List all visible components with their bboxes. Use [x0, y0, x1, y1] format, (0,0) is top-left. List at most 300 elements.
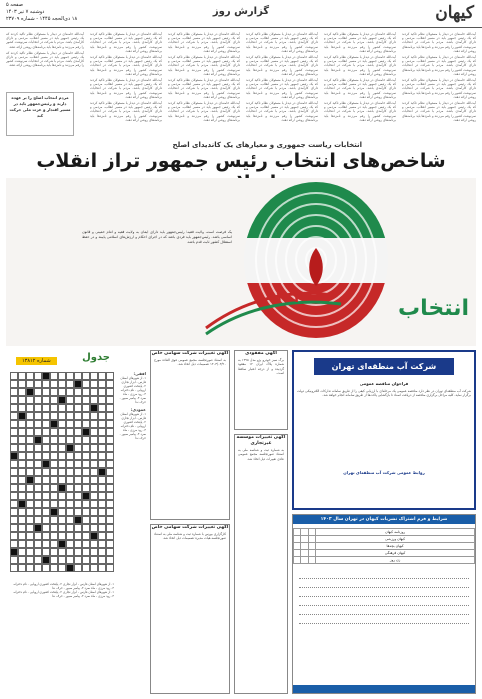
subscription-form	[292, 514, 476, 694]
crossword-cell	[26, 524, 34, 532]
crossword-cell	[26, 428, 34, 436]
crossword-cell	[34, 532, 42, 540]
crossword-cell	[106, 396, 114, 404]
crossword-cell	[58, 420, 66, 428]
crossword-cell	[50, 492, 58, 500]
crossword-cell	[18, 548, 26, 556]
crossword-cell	[98, 476, 106, 484]
crossword-cell	[58, 372, 66, 380]
crossword-cell	[66, 380, 74, 388]
crossword-cell	[10, 532, 18, 540]
table-row: روزنامه کیهان	[294, 529, 475, 536]
crossword-cell	[10, 564, 18, 572]
crossword-cell	[106, 468, 114, 476]
crossword-cell	[90, 412, 98, 420]
crossword-cell	[34, 516, 42, 524]
crossword-cell	[18, 556, 26, 564]
crossword-cell	[58, 556, 66, 564]
crossword-cell	[10, 380, 18, 388]
crossword-cell	[106, 556, 114, 564]
crossword-cell	[66, 372, 74, 380]
crossword-cell	[50, 452, 58, 460]
crossword-cell	[66, 500, 74, 508]
water-company-ad	[292, 350, 476, 510]
text-column-5: آیت‌الله خامنه‌ای در دیدار با مسئولان نظام تاکید کردند که یک رئیس جمهور باید در مسیر انقلاب، مردمی و دارای کارآمدی باشد. مردم با شرکت در انتخابات سرنوشت کشور را رقم می‌زنند و نامزدها باید برنامه‌های روشن ارائه دهند. آیت‌الله خامنه‌ای در دیدار با مسئولان نظام تاکید کردند که یک رئیس جمهور باید در مسیر انقلاب، مردمی و دارای کارآمدی باشد. مردم با شرکت در انتخابات سرنوشت کشور را رقم می‌زنند و نامزدها باید برنامه‌های روشن ارائه دهند. آیت‌الله خامنه‌ای در دیدار با مسئولان نظام تاکید کردند که یک رئیس جمهور باید در مسیر انقلاب، مردمی و دارای کارآمدی باشد. مردم با شرکت در انتخابات سرنوشت کشور را رقم می‌زنند و نامزدها باید برنامه‌های روشن ارائه دهند. آیت‌الله خامنه‌ای در دیدار با مسئولان نظام تاکید کردند که یک رئیس جمهور باید در مسیر انقلاب، مردمی و دارای کارآمدی باشد. مردم با شرکت در انتخابات سرنوشت کشور را رقم می‌زنند و نامزدها باید برنامه‌های روشن ارائه دهند.	[90, 32, 162, 122]
crossword-cell	[74, 492, 82, 500]
crossword-cell	[74, 556, 82, 564]
crossword-cell	[34, 476, 42, 484]
crossword-clues-bottom: ۱- از شهرهای استان فارس - ابزار نجاری ۲- پایتخت کشوری اروپایی - نام دخترانه ۳- رود مرزی - ماه سرد ۴- پیامبر صبور - حرف ندا ۱- از شهرهای استان فارس - ابزار نجاری ۲- پایتخت کشوری اروپایی - نام دخترانه ۳- رود مرزی - ماه سرد ۴- پیامبر صبور - حرف ندا	[13, 582, 114, 598]
crossword-cell	[98, 524, 106, 532]
date-hijri: ۱۸ ذی‌الحجه ۱۴۴۵ - شماره ۲۳۷۰۹	[6, 16, 78, 22]
crossword-cell	[90, 484, 98, 492]
crossword-cell	[98, 516, 106, 524]
vertical-label: عمودی:	[130, 407, 146, 412]
crossword-cell	[90, 532, 98, 540]
crossword-cell	[98, 420, 106, 428]
crossword-cell	[90, 460, 98, 468]
crossword-cell	[90, 492, 98, 500]
crossword-cell	[90, 540, 98, 548]
crossword-cell	[10, 524, 18, 532]
crossword-cell	[10, 444, 18, 452]
crossword-cell	[98, 436, 106, 444]
crossword-cell	[50, 420, 58, 428]
crossword-number: شماره ۱۳۸۱۲	[16, 357, 57, 365]
crossword-cell	[18, 396, 26, 404]
ad-company-changes-2	[150, 524, 230, 694]
crossword-cell	[18, 412, 26, 420]
crossword-cell	[50, 412, 58, 420]
ad4-title: آگهی تغییرات شرکت سهامی خاص	[151, 525, 229, 530]
crossword-cell	[34, 388, 42, 396]
crossword-cell	[66, 492, 74, 500]
crossword-cell	[66, 388, 74, 396]
crossword-cell	[18, 500, 26, 508]
crossword-cell	[42, 548, 50, 556]
crossword-cell	[10, 556, 18, 564]
ad3-text: به شماره ثبت و شناسه ملی به استناد صورتجلسه مجمع عمومی عادی تغییرات ذیل اتخاذ شد.	[238, 448, 284, 461]
table-row: کیهان فرهنگی	[294, 550, 475, 557]
crossword-cell	[82, 452, 90, 460]
crossword-cell	[106, 436, 114, 444]
text-column-2: آیت‌الله خامنه‌ای در دیدار با مسئولان نظام تاکید کردند که یک رئیس جمهور باید در مسیر انقلاب، مردمی و دارای کارآمدی باشد. مردم با شرکت در انتخابات سرنوشت کشور را رقم می‌زنند و نامزدها باید برنامه‌های روشن ارائه دهند. آیت‌الله خامنه‌ای در دیدار با مسئولان نظام تاکید کردند که یک رئیس جمهور باید در مسیر انقلاب، مردمی و دارای کارآمدی باشد. مردم با شرکت در انتخابات سرنوشت کشور را رقم می‌زنند و نامزدها باید برنامه‌های روشن ارائه دهند. آیت‌الله خامنه‌ای در دیدار با مسئولان نظام تاکید کردند که یک رئیس جمهور باید در مسیر انقلاب، مردمی و دارای کارآمدی باشد. مردم با شرکت در انتخابات سرنوشت کشور را رقم می‌زنند و نامزدها باید برنامه‌های روشن ارائه دهند. آیت‌الله خامنه‌ای در دیدار با مسئولان نظام تاکید کردند که یک رئیس جمهور باید در مسیر انقلاب، مردمی و دارای کارآمدی باشد. مردم با شرکت در انتخابات سرنوشت کشور را رقم می‌زنند و نامزدها باید برنامه‌های روشن ارائه دهند.	[324, 32, 396, 122]
crossword-cell	[82, 476, 90, 484]
crossword-cell	[66, 468, 74, 476]
crossword-cell	[74, 396, 82, 404]
crossword-cell	[106, 428, 114, 436]
crossword-cell	[106, 460, 114, 468]
crossword-cell	[74, 484, 82, 492]
crossword-cell	[42, 452, 50, 460]
crossword-cell	[34, 428, 42, 436]
crossword-cell	[74, 516, 82, 524]
crossword-cell	[10, 388, 18, 396]
crossword-cell	[50, 532, 58, 540]
crossword-cell	[82, 420, 90, 428]
crossword-cell	[74, 436, 82, 444]
table-row: کیهان ورزشی	[294, 536, 475, 543]
crossword-cell	[90, 372, 98, 380]
crossword-cell	[82, 380, 90, 388]
crossword-cell	[18, 508, 26, 516]
crossword-cell	[106, 532, 114, 540]
crossword-cell	[66, 564, 74, 572]
crossword-cell	[18, 532, 26, 540]
crossword-cell	[18, 388, 26, 396]
crossword-cell	[90, 452, 98, 460]
crossword-cell	[42, 524, 50, 532]
crossword-cell	[10, 412, 18, 420]
crossword-cell	[26, 540, 34, 548]
crossword-cell	[42, 460, 50, 468]
crossword-cell	[106, 476, 114, 484]
crossword-cell	[34, 548, 42, 556]
crossword-cell	[50, 468, 58, 476]
crossword-cell	[58, 380, 66, 388]
article-kicker: انتخابات ریاست جمهوری و معیارهای یک کاندیدای اصلح	[172, 141, 362, 149]
section-title: گزارش روز	[212, 6, 270, 17]
crossword-cell	[98, 492, 106, 500]
crossword-cell	[10, 484, 18, 492]
crossword-cell	[90, 468, 98, 476]
crossword-cell	[106, 540, 114, 548]
crossword-cell	[90, 476, 98, 484]
ad5-subtitle: فراخوان مناقصه عمومی	[359, 381, 409, 386]
crossword-cell	[42, 564, 50, 572]
crossword-cell	[26, 420, 34, 428]
crossword-grid	[10, 372, 114, 578]
crossword-cell	[26, 468, 34, 476]
crossword-cell	[90, 516, 98, 524]
crossword-cell	[42, 428, 50, 436]
crossword-cell	[26, 444, 34, 452]
crossword-cell	[58, 460, 66, 468]
crossword-cell	[42, 556, 50, 564]
crossword-cell	[58, 444, 66, 452]
crossword-cell	[18, 420, 26, 428]
crossword-cell	[66, 484, 74, 492]
crossword-cell	[90, 564, 98, 572]
election-photo	[6, 178, 476, 346]
crossword-cell	[18, 380, 26, 388]
crossword-cell	[74, 460, 82, 468]
crossword-cell	[90, 500, 98, 508]
crossword-cell	[42, 396, 50, 404]
ad2-text: به استناد صورتجلسه مجمع عمومی فوق العاده مورخ ۱۴۰۳/۰۳/۲۰ تصمیمات ذیل اتخاذ شد.	[154, 358, 226, 367]
ad5-footer: روابط عمومی شرکت آب منطقه‌ای تهران	[343, 470, 425, 475]
crossword-cell	[90, 444, 98, 452]
crossword-cell	[106, 388, 114, 396]
crossword-cell	[50, 404, 58, 412]
crossword-cell	[98, 500, 106, 508]
crossword-cell	[26, 548, 34, 556]
crossword-cell	[42, 436, 50, 444]
crossword-cell	[18, 484, 26, 492]
crossword-cell	[50, 428, 58, 436]
crossword-cell	[18, 468, 26, 476]
crossword-cell	[34, 484, 42, 492]
crossword-cell	[90, 436, 98, 444]
photo-year: ۱۴۰۳	[268, 290, 303, 306]
crossword-cell	[66, 516, 74, 524]
crossword-cell	[98, 468, 106, 476]
crossword-cell	[34, 396, 42, 404]
crossword-cell	[106, 564, 114, 572]
crossword-cell	[50, 556, 58, 564]
crossword-cell	[18, 428, 26, 436]
crossword-cell	[58, 388, 66, 396]
crossword-cell	[18, 516, 26, 524]
crossword-cell	[58, 452, 66, 460]
crossword-cell	[50, 388, 58, 396]
crossword-cell	[82, 532, 90, 540]
ad-institution-changes	[234, 434, 288, 694]
crossword-cell	[106, 380, 114, 388]
crossword-cell	[58, 404, 66, 412]
crossword-cell	[82, 412, 90, 420]
crossword-cell	[66, 396, 74, 404]
crossword-cell	[50, 484, 58, 492]
crossword-cell	[82, 548, 90, 556]
crossword-cell	[50, 548, 58, 556]
crossword-cell	[34, 492, 42, 500]
crossword-cell	[66, 436, 74, 444]
crossword-cell	[26, 516, 34, 524]
crossword-cell	[106, 500, 114, 508]
crossword-cell	[98, 412, 106, 420]
crossword-cell	[18, 372, 26, 380]
crossword-header	[10, 352, 114, 370]
crossword-cell	[50, 396, 58, 404]
date-persian: دوشنبه ۷ تیر ۱۴۰۳	[6, 9, 45, 15]
crossword-cell	[90, 524, 98, 532]
crossword-cell	[74, 372, 82, 380]
crossword-cell	[66, 460, 74, 468]
crossword-cell	[10, 508, 18, 516]
crossword-cell	[18, 452, 26, 460]
crossword-cell	[58, 508, 66, 516]
crossword-cell	[90, 380, 98, 388]
page-header	[0, 0, 482, 28]
crossword-cell	[58, 532, 66, 540]
crossword-cell	[34, 404, 42, 412]
crossword-cell	[18, 492, 26, 500]
crossword-cell	[50, 500, 58, 508]
crossword-cell	[58, 516, 66, 524]
crossword-cell	[82, 492, 90, 500]
crossword-cell	[58, 468, 66, 476]
crossword-cell	[66, 444, 74, 452]
crossword-cell	[34, 468, 42, 476]
crossword-title: جدول	[82, 352, 110, 363]
crossword-cell	[34, 564, 42, 572]
crossword-cell	[26, 484, 34, 492]
crossword-cell	[10, 404, 18, 412]
crossword-cell	[18, 444, 26, 452]
crossword-cell	[98, 540, 106, 548]
crossword-cell	[74, 524, 82, 532]
crossword-cell	[42, 444, 50, 452]
crossword-cell	[82, 516, 90, 524]
crossword-cell	[34, 444, 42, 452]
crossword-cell	[66, 508, 74, 516]
crossword-cell	[98, 556, 106, 564]
crossword-cell	[98, 388, 106, 396]
crossword-cell	[10, 492, 18, 500]
crossword-cell	[42, 540, 50, 548]
crossword-cell	[10, 468, 18, 476]
crossword-cell	[66, 412, 74, 420]
subscription-table	[293, 528, 475, 564]
crossword-cell	[10, 396, 18, 404]
crossword-cell	[106, 524, 114, 532]
crossword-cell	[98, 444, 106, 452]
crossword-cell	[106, 548, 114, 556]
crossword-cell	[42, 492, 50, 500]
crossword-cell	[90, 556, 98, 564]
crossword-cell	[90, 508, 98, 516]
crossword-cell	[58, 428, 66, 436]
ad-company-changes-1	[150, 350, 230, 520]
article-headline: شاخص‌های انتخاب رئیس جمهور تراز انقلاب	[36, 150, 446, 172]
crossword-cell	[34, 540, 42, 548]
crossword-cell	[34, 460, 42, 468]
crossword-cell	[26, 396, 34, 404]
crossword-cell	[106, 516, 114, 524]
crossword-cell	[106, 412, 114, 420]
ad-lost-document	[234, 350, 288, 430]
crossword-cell	[18, 460, 26, 468]
crossword-cell	[66, 524, 74, 532]
crossword-cell	[34, 524, 42, 532]
crossword-cell	[26, 460, 34, 468]
crossword-cell	[26, 404, 34, 412]
crossword-cell	[58, 476, 66, 484]
crossword-cell	[74, 508, 82, 516]
crossword-cell	[42, 404, 50, 412]
date-block	[6, 2, 77, 23]
crossword-cell	[90, 428, 98, 436]
crossword-cell	[66, 452, 74, 460]
crossword-cell	[26, 436, 34, 444]
text-column-4: آیت‌الله خامنه‌ای در دیدار با مسئولان نظام تاکید کردند که یک رئیس جمهور باید در مسیر انقلاب، مردمی و دارای کارآمدی باشد. مردم با شرکت در انتخابات سرنوشت کشور را رقم می‌زنند و نامزدها باید برنامه‌های روشن ارائه دهند. آیت‌الله خامنه‌ای در دیدار با مسئولان نظام تاکید کردند که یک رئیس جمهور باید در مسیر انقلاب، مردمی و دارای کارآمدی باشد. مردم با شرکت در انتخابات سرنوشت کشور را رقم می‌زنند و نامزدها باید برنامه‌های روشن ارائه دهند. آیت‌الله خامنه‌ای در دیدار با مسئولان نظام تاکید کردند که یک رئیس جمهور باید در مسیر انقلاب، مردمی و دارای کارآمدی باشد. مردم با شرکت در انتخابات سرنوشت کشور را رقم می‌زنند و نامزدها باید برنامه‌های روشن ارائه دهند. آیت‌الله خامنه‌ای در دیدار با مسئولان نظام تاکید کردند که یک رئیس جمهور باید در مسیر انقلاب، مردمی و دارای کارآمدی باشد. مردم با شرکت در انتخابات سرنوشت کشور را رقم می‌زنند و نامزدها باید برنامه‌های روشن ارائه دهند.	[168, 32, 240, 122]
crossword-cell	[10, 372, 18, 380]
crossword-cell	[10, 460, 18, 468]
crossword-cell	[42, 412, 50, 420]
crossword-cell	[34, 420, 42, 428]
table-row: کیهان بچه‌ها	[294, 543, 475, 550]
crossword-cell	[74, 476, 82, 484]
text-column-1: آیت‌الله خامنه‌ای در دیدار با مسئولان نظام تاکید کردند که یک رئیس جمهور باید در مسیر انقلاب، مردمی و دارای کارآمدی باشد. مردم با شرکت در انتخابات سرنوشت کشور را رقم می‌زنند و نامزدها باید برنامه‌های روشن ارائه دهند. آیت‌الله خامنه‌ای در دیدار با مسئولان نظام تاکید کردند که یک رئیس جمهور باید در مسیر انقلاب، مردمی و دارای کارآمدی باشد. مردم با شرکت در انتخابات سرنوشت کشور را رقم می‌زنند و نامزدها باید برنامه‌های روشن ارائه دهند. آیت‌الله خامنه‌ای در دیدار با مسئولان نظام تاکید کردند که یک رئیس جمهور باید در مسیر انقلاب، مردمی و دارای کارآمدی باشد. مردم با شرکت در انتخابات سرنوشت کشور را رقم می‌زنند و نامزدها باید برنامه‌های روشن ارائه دهند. آیت‌الله خامنه‌ای در دیدار با مسئولان نظام تاکید کردند که یک رئیس جمهور باید در مسیر انقلاب، مردمی و دارای کارآمدی باشد. مردم با شرکت در انتخابات سرنوشت کشور را رقم می‌زنند و نامزدها باید برنامه‌های روشن ارائه دهند.	[402, 32, 476, 122]
crossword-cell	[82, 388, 90, 396]
crossword-cell	[34, 556, 42, 564]
crossword-cell	[18, 540, 26, 548]
crossword-cell	[26, 532, 34, 540]
crossword-cell	[18, 524, 26, 532]
crossword-cell	[34, 452, 42, 460]
crossword-cell	[90, 404, 98, 412]
form-lines	[293, 570, 475, 624]
crossword-cell	[82, 404, 90, 412]
crossword-cell	[10, 420, 18, 428]
crossword-cell	[50, 380, 58, 388]
crossword-cell	[10, 452, 18, 460]
crossword-cell	[82, 428, 90, 436]
crossword-cell	[98, 532, 106, 540]
crossword-cell	[42, 516, 50, 524]
crossword-cell	[50, 564, 58, 572]
crossword-cell	[50, 540, 58, 548]
crossword-cell	[10, 436, 18, 444]
crossword-cell	[98, 564, 106, 572]
crossword-cell	[74, 468, 82, 476]
subscription-footer-bar	[293, 685, 475, 693]
subscription-title: شرایط و فرم اشتراک نشریات کیهان در تهران سال ۱۴۰۳	[293, 515, 475, 524]
crossword-cell	[74, 540, 82, 548]
crossword-cell	[42, 372, 50, 380]
crossword-cell	[34, 508, 42, 516]
crossword-cell	[42, 388, 50, 396]
crossword-cell	[50, 460, 58, 468]
crossword-cell	[10, 540, 18, 548]
highlight-box: مردم انتخاب اصلح را بر عهده دارند و رئیس‌جمهور باید در مسیر اقتدار و عزت ملی حرکت کند	[6, 92, 74, 136]
crossword-cell	[82, 436, 90, 444]
crossword-cell	[50, 476, 58, 484]
crossword-cell	[26, 556, 34, 564]
crossword-cell	[18, 564, 26, 572]
page-number: صفحه ۵	[6, 2, 23, 8]
crossword-cell	[106, 444, 114, 452]
crossword-cell	[34, 380, 42, 388]
text-column-3: آیت‌الله خامنه‌ای در دیدار با مسئولان نظام تاکید کردند که یک رئیس جمهور باید در مسیر انقلاب، مردمی و دارای کارآمدی باشد. مردم با شرکت در انتخابات سرنوشت کشور را رقم می‌زنند و نامزدها باید برنامه‌های روشن ارائه دهند. آیت‌الله خامنه‌ای در دیدار با مسئولان نظام تاکید کردند که یک رئیس جمهور باید در مسیر انقلاب، مردمی و دارای کارآمدی باشد. مردم با شرکت در انتخابات سرنوشت کشور را رقم می‌زنند و نامزدها باید برنامه‌های روشن ارائه دهند. آیت‌الله خامنه‌ای در دیدار با مسئولان نظام تاکید کردند که یک رئیس جمهور باید در مسیر انقلاب، مردمی و دارای کارآمدی باشد. مردم با شرکت در انتخابات سرنوشت کشور را رقم می‌زنند و نامزدها باید برنامه‌های روشن ارائه دهند. آیت‌الله خامنه‌ای در دیدار با مسئولان نظام تاکید کردند که یک رئیس جمهور باید در مسیر انقلاب، مردمی و دارای کارآمدی باشد. مردم با شرکت در انتخابات سرنوشت کشور را رقم می‌زنند و نامزدها باید برنامه‌های روشن ارائه دهند.	[246, 32, 318, 122]
crossword-cell	[58, 500, 66, 508]
crossword-cell	[82, 484, 90, 492]
crossword-cell	[90, 388, 98, 396]
crossword-cell	[98, 380, 106, 388]
crossword-cell	[82, 372, 90, 380]
crossword-cell	[18, 404, 26, 412]
crossword-cell	[18, 476, 26, 484]
crossword-cell	[42, 500, 50, 508]
crossword-cell	[66, 476, 74, 484]
crossword-cell	[82, 564, 90, 572]
crossword-cell	[74, 428, 82, 436]
crossword-cell	[26, 372, 34, 380]
crossword-cell	[42, 532, 50, 540]
crossword-cell	[98, 548, 106, 556]
crossword-cell	[10, 548, 18, 556]
crossword-cell	[90, 548, 98, 556]
crossword-cell	[74, 564, 82, 572]
crossword-cell	[50, 508, 58, 516]
crossword-cell	[26, 388, 34, 396]
photo-word: انتخاب	[398, 296, 470, 321]
crossword-cell	[42, 484, 50, 492]
crossword-cell	[34, 436, 42, 444]
crossword-cell	[66, 420, 74, 428]
crossword-cell	[98, 508, 106, 516]
crossword-cell	[58, 564, 66, 572]
crossword-cell	[58, 524, 66, 532]
horizontal-label: افقی:	[133, 372, 146, 376]
crossword-cell	[74, 388, 82, 396]
crossword-cell	[26, 476, 34, 484]
crossword-cell	[82, 556, 90, 564]
crossword-cell	[82, 460, 90, 468]
crossword-cell	[50, 372, 58, 380]
crossword-cell	[74, 452, 82, 460]
